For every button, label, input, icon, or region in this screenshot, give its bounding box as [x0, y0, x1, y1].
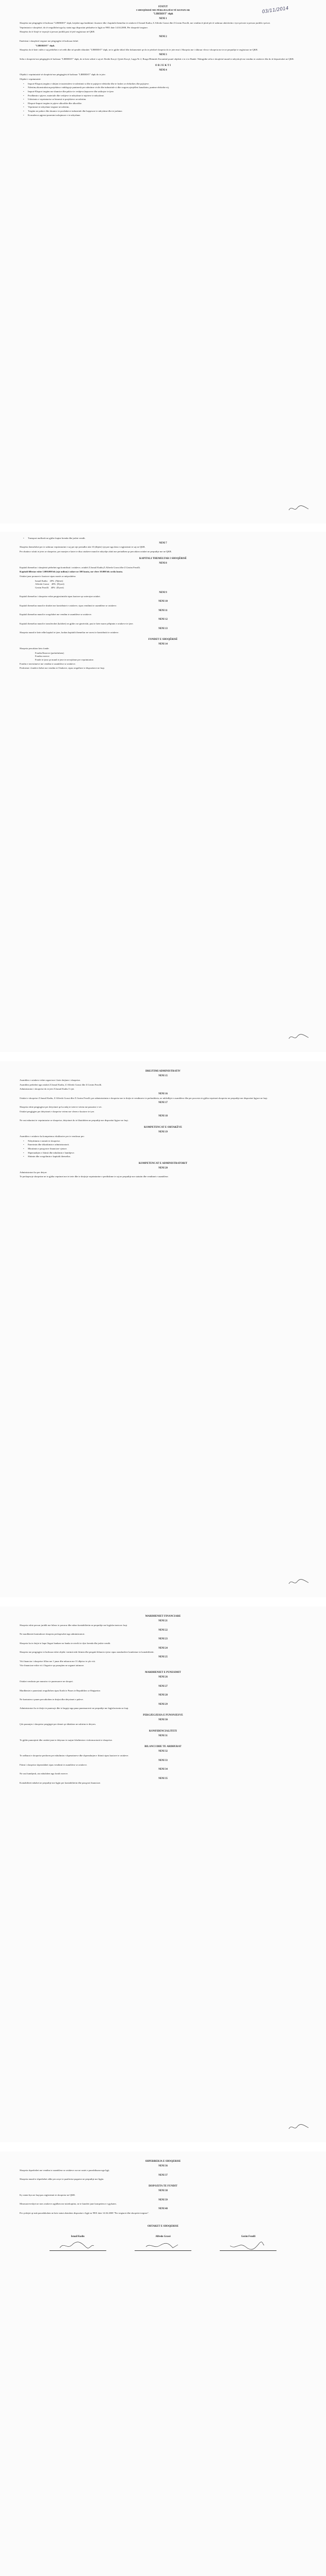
article-text: Per çeshtjet qe nuk parashikohen ne kete statut zbatohen dispozitat e ligjit nr 9901 date 14.04.2008 "Per tregtaret dhe shoqerite tregtare".: [20, 2211, 150, 2214]
statute-page-3: [0, 1061, 326, 1597]
article-text: Administratori ka te drejte te punesoje dhe te largoje nga puna punemarresit ne perputhje me legjislacionin ne fuqi.: [20, 1707, 129, 1710]
list-item: • Import-Eksport tregtim me shumice dhe pakice te veshjeve,kepuceve dhe artikujve te tjere.: [20, 90, 306, 94]
share-row: [35, 586, 306, 590]
article-text: Kapitali themeltar mund te shtohet me kontributet e ortakeve, sipas vendimit te asamblese se ortakeve.: [20, 604, 117, 607]
article-title: NENI 19: [158, 1131, 168, 1134]
article-text: Shoqeria ka te drejte te hape llogari bankare ne banka te nivelit te dyte brenda dhe jashte vendit.: [20, 1641, 111, 1645]
article-title: NENI 4: [159, 69, 167, 72]
list-item: • Miratimin e pasqyrave financiare vjetore.: [20, 1147, 306, 1151]
article-text: Shoqeria mund te shperbehet edhe per arsye te paaftesise paguese ne perputhje me ligjin.: [20, 2178, 104, 2181]
chapter-title: MARDHENIET E PUNESIMIT: [145, 1671, 181, 1674]
article-text: Objekti i veprimtarisë së shoqërisë me përgjegjësi të kufizuar "LIBERIST" shpk do te jete:: [20, 73, 106, 76]
article-title: NENI 17: [158, 1101, 168, 1105]
signature-block: [20, 2235, 306, 2251]
article-title: NENI 23: [158, 1638, 168, 1641]
article-text: Asamblea e ortakeve ka kompetenca ekskluzive per te vendosur per:: [20, 1134, 85, 1138]
list-item: • Ndryshimin e statutit te shoqerise.: [20, 1140, 306, 1143]
article-title: NENI 13: [158, 627, 168, 630]
article-text: Ortaket pergjigjen per detyrimet e shoqerise vetem me vleren e kuotave te tyre.: [20, 1110, 95, 1113]
share-words: (Dyzet): [56, 586, 64, 589]
article-text: Mosmarreveshjet ne mes ortakeve zgjidhen me mirekuptim, ne te kundert jane kompetence e gjykates.: [20, 2202, 117, 2206]
list-item: • Konsulence,agjensi punesimi ushqimore e te ndryshme.: [20, 114, 306, 117]
article-text: Asamblea e ortakeve eshte organi me i larte drejtues i shoqerise.: [20, 1078, 81, 1081]
article-text: Ne mardheniet kontraktore shoqeria perfaqesohet nga administratori.: [20, 1633, 85, 1636]
article-text: Ortaket jane pronaret e kuotave sipas masës se mëposhtëm:: [20, 575, 76, 578]
article-text: Te gjithe punonjesit dhe ortaket jane te detyruar te ruajne fshehtesine e informacionit te shoqerise.: [20, 1738, 113, 1741]
article-text: Ortaket e shoqerise Z.Ismail Kadiu, Z.Alfredo Grassi dhe Z.Gezim Fezolli, per administrimin e shoqerise me te drejta te vendimeve te perbashketa, ne mbledhjet e asamblese dhe per procesin te gjitha veprimet shoqerise ne perputhje me dispozitat ligjore ne fuqi.: [20, 1096, 268, 1099]
list-item: • Tregtim ne pakice dhe shumice te produkteve industriale dhe bujqesore te ndryshme dhe te jashtme.: [20, 110, 306, 113]
page-gap: [0, 1052, 326, 1061]
signature-slot: [220, 2235, 276, 2251]
funds-list: [20, 652, 306, 662]
page-gap: [0, 1597, 326, 1606]
article-text: Ky statut hyn ne fuqi pas regjistrimit te shoqerise ne QKR.: [20, 2193, 76, 2196]
article-text: Selia e shoqerisë me përgjegjësi të kufizuar "LIBERIST" shpk, do te kete selinë e saj në: Rrethi Korçë, Qyteti Korçë, Lagja Nr 2, Rruga Dhimitër Korantinë pranë objektit e te ri te Bankë. Ndergjithe selia e shoqërisë mund te ndryshojë me vendim te ortakeve dhe do të depozitohet ne QKR.: [20, 57, 295, 60]
statute-page-5: [0, 2151, 326, 2576]
fund-item: Fondin Rezerve (perkohshem): [35, 651, 64, 654]
list-item: • Ushtrimin e veprimtarise se biznesit te projekteve ne ndertim.: [20, 98, 306, 101]
article-text: Kapitali themeltar mund te zvogelohet me vendim te asamblese se ortakeve.: [20, 613, 92, 616]
article-title: NENI 22: [158, 1629, 168, 1632]
article-title: NENI 34: [158, 1768, 168, 1771]
article-text: Shoqeria eshte person juridik me bilanc te pavarur dhe mban kontabilitetin ne perputhje me legjislacionin ne fuqi.: [20, 1623, 128, 1626]
header-statut: STATUT: [158, 6, 168, 8]
initials-signature: [288, 1032, 311, 1042]
article-text: Shoqeria mund te kete edhe kapital te tjere, krahas kapitalit themeltar ne varesi te kontributit te ortakeve.: [20, 631, 119, 634]
signer-name: Ismail Kadiu: [71, 2235, 85, 2238]
article-text: Ne rast mbarimi te veprimtarise se shoqerise, detyrimet do te likuidohen ne perputhje me dispozitat ligjore ne fuqi.: [20, 1119, 128, 1122]
signature-line: [50, 2241, 106, 2251]
initials-signature: [288, 1578, 311, 1587]
page-gap: [0, 2142, 326, 2151]
article-text: Te ardhurat e shoqerise perdoren per mbulimin e shpenzimeve dhe shperndarjen e fitimit sipas kuotave te ortakeve.: [20, 1754, 129, 1757]
chapter-title: KONFIDENCIALITETI: [149, 1730, 177, 1733]
article-text: Objekti i veprimtarisë:: [20, 77, 41, 80]
article-text: Fitimi i shoqerise shperndahet sipas vendimit te asamblese se ortakeve.: [20, 1763, 87, 1766]
article-title: NENI 7: [159, 541, 167, 545]
article-text: Ne kontraten e punes percaktohen te drejtat dhe detyrimet e paleve.: [20, 1698, 84, 1701]
article-title: NENI 11: [158, 609, 168, 612]
article-text: Shoqëria themelohet per te ushtruar veprimtarine e saj per nje periudhe afat 10 (dhjete) vjeçare nga data e regjistrimit te saj ne QKR.: [20, 546, 145, 549]
article-title: NENI 28: [158, 1694, 168, 1697]
list-item: • Import-Eksport,tregtim e shitjen te materialeve te ndertimit si dhe te pajisjeve elektrike dhe te fushes se elektrikes dhe pajisjeve.: [20, 82, 306, 86]
list-item: • Eksport-Import tregtim te pijeve alkoolike dhe alkoolike.: [20, 102, 306, 106]
article-title: NENI 24: [158, 1647, 168, 1650]
share-percent: 40%: [51, 583, 56, 586]
chapter-title: SHPERBERJA E SHOQERISE: [145, 2160, 181, 2163]
article-title: NENI 1: [159, 18, 167, 21]
article-title: NENI 15: [158, 1075, 168, 1078]
article-text: Per zbatim e afatit te jetes se shoqerise, per marrjen e kater te disa ortakeve mund te ndryshje afatit me periudhen qe percakton ortaket ne perputhje me ne QKR.: [20, 550, 172, 553]
chapter-title: ORTAKET E SHOQERISE: [147, 2225, 179, 2228]
fund-item: Fondin rezerve: [35, 655, 50, 658]
share-percent: 20%: [50, 579, 54, 582]
article-text: Shoqëria do të kete vulën e saj përbëhet e në rrëth dhe në qendër shkruhet "LIBERIST" shpk, ne te gjithe shkrif dhe dokumentet qe do te përdorë shoqeria do te jete emri i Shoqeria me i shkruar vlera e shoqeria me te ne perputhje te regjistruar ne QKR.: [20, 48, 258, 52]
article-title: NENI 12: [158, 618, 168, 621]
article-text: Shoqeria percakton keto fonde:: [20, 647, 50, 650]
article-text: Shoqëria me përgjegjësi të kufizuar "LIBERIST" shpk, krijohet nga bashkimi i kuotave dhe i kapitalit themeltar te ortakeve Z.Ismail Kadiu, Z.Alfredo Grassi dhe Z.Gezim Fezolli, me vendim të plotë për të ushtruar aktivitetin e tyre private si person juridik e privat.: [20, 22, 271, 25]
shareholder-name: Ismail Kadiu: [35, 579, 47, 582]
signature-scribble: [59, 2242, 95, 2250]
article-title: NENI 37: [158, 2174, 168, 2177]
shareholder-name: Alfredo Grassi: [35, 583, 50, 586]
article-text: Administrator i shoqerise do te jete Z.Ismail Kadiu 5 vjet.: [20, 1088, 75, 1091]
article-text: Kapitali themeltar i shoqerise eshte perpjestimisht sipas kuotave qe zoterojne ortaket.: [20, 595, 101, 598]
share-words: (Njëzet): [55, 579, 63, 582]
article-text: Vite financiare eshte vit i llogarive qe paraqiten ne organet tatimore.: [20, 1664, 85, 1667]
article-text: Kapitali themeltar mund te transferohet (kalohet) ne gjithe ose pjesërisht, pasi te kete marre pëlqimin e ortakeve te tjere.: [20, 622, 134, 625]
article-title: NENI 2: [159, 36, 167, 39]
article-title: NENI 16: [158, 1092, 168, 1095]
statute-page-2: [0, 532, 326, 1052]
statute-page-4: [0, 1606, 326, 2142]
article-title: NENI 32: [158, 1750, 168, 1753]
list-item: • Emerimin dhe shkarkimin e administratorit.: [20, 1143, 306, 1147]
article-text: Çdo punonjes i shoqerise pergjigjet per demet qe shkakton ne ushtrim te detyres.: [20, 1723, 96, 1726]
article-text: Mardheniet e punesimit rregullohen sipas Kodit te Punes te Republikes se Shqiperise.: [20, 1689, 101, 1692]
article-title: NENI 40: [158, 2208, 168, 2211]
article-text: Te perfaqesoje shoqerine ne te gjitha veprimet me te trete dhe te drejtoje veprimtarine e perditshme te saj ne perputhje me statutin dhe vendimet e asamblese.: [20, 1175, 169, 1178]
statute-page-1: [0, 0, 326, 523]
share-row: [35, 583, 306, 586]
share-table: [20, 580, 306, 590]
article-text: Shoqeria eshte pergjegjese per detyrimet qe ka ndaj te treteve vetem me pasurine e vet.: [20, 1106, 102, 1109]
article-text: Veprimtaria e shoqërisë, do të rregullohet nga ky statut nga dispozitat përkatëse te ligjit nr 9901 date 14.04.2008, Për shoqeritë tregtare.: [20, 26, 148, 29]
article-title: NENI 8: [159, 562, 167, 565]
initials-signature: [288, 504, 311, 513]
chapter-title: PERGJEGJESIA E PUNONJESVE: [143, 1714, 183, 1717]
signature-scribble: [144, 2242, 180, 2250]
article-title: NENI 26: [158, 1676, 168, 1679]
article-title: NENI 27: [158, 1685, 168, 1688]
article-text: Perdorimi i fondeve behet me vendim te Ortakeve, sipas rregullave te dispozitave ne fuqi.: [20, 667, 105, 670]
fund-item: Fonde te tjera qe mund te jene te nevojshme per veprimtarine.: [35, 658, 94, 661]
company-name: "LIBERIST" shpk.: [35, 44, 55, 47]
list-item: • Shpernadrjen e fitimit dhe mbulimin e humbjeve.: [20, 1151, 306, 1155]
list-item: • Veprimtari te ndryshme tregtare ne ndertim.: [20, 106, 306, 109]
header-company-type: I SHOQËRISË ME PËRGJEGJËSI TË KUFIZUAR: [136, 9, 190, 12]
article-title: NENI 39: [158, 2198, 168, 2201]
article-title: NENI 20: [158, 1166, 168, 1170]
article-title: NENI 3: [159, 53, 167, 56]
signature-line: [220, 2241, 276, 2251]
article-title: NENI 33: [158, 1759, 168, 1762]
article-text: Shoqeria shperbehet me vendim te asamblese se ortakeve ose ne rastet e parashikuara nga ligji.: [20, 2168, 110, 2172]
list-item: • Transport mallrash ne gjithe fuqine brenda dhe jashte vendit.: [20, 537, 306, 540]
article-title: NENI 18: [158, 1115, 168, 1118]
article-title: NENI 31: [158, 1734, 168, 1737]
chapter-title: MARDHENIET FINANCIARE: [145, 1615, 181, 1618]
chapter-title: BILANCI DHE TE ARDHURAT: [144, 1745, 182, 1749]
article-text: Kontabiliteti mbahet ne perputhje me ligjin per kontabilitetin dhe pasqyrat financiare.: [20, 1781, 101, 1784]
signature-slot: [135, 2235, 191, 2251]
article-text: Emërtimi i shoqërisë tregtare me përgjegjësi të kufizuar është:: [20, 39, 79, 42]
article-title: NENI 25: [158, 1655, 168, 1658]
list-item: • Prodhimin e pijeve, materiale dhe veshjeve te ndryshme te mjeteve te ndryshme.: [20, 94, 306, 98]
article-text: Shoqëria do të fitojë te veprojë si person juridik pasi të jetë regjistruar në QKR.: [20, 30, 95, 33]
article-title: NENI 14: [158, 643, 168, 646]
chapter-title: KOMPETENCAT E ADMINISTRATORIT: [138, 1162, 188, 1165]
article-title: NENI 9: [159, 591, 167, 594]
signature-scribble: [229, 2242, 265, 2250]
article-text: Ortaket vendosin per numrin e te punesuarve ne shoqeri.: [20, 1680, 73, 1683]
article-text: Administratori ka per detyre:: [20, 1171, 47, 1174]
chapter-title: DREJTIMI ADMINISTRATIV: [145, 1070, 181, 1073]
signer-name: Alfredo Grassi: [155, 2235, 171, 2238]
handwritten-date: 03/11/2014: [262, 6, 289, 15]
article-title: NENI 30: [158, 1719, 168, 1722]
signer-name: Gezim Fezolli: [241, 2235, 256, 2238]
article-title: NENI 36: [158, 2165, 168, 2168]
article-text: Kapitali themeltar i shoqërisë përbehet nga kontributi i ortakeve, ortakët Z.Ismail Kadiu,Z.Alfredo Grassi dhe Z.Gezim Fezolli.: [20, 566, 141, 569]
signature-line: [135, 2241, 191, 2251]
article-title: NENI 21: [158, 1620, 168, 1623]
share-words: (Dyzet): [57, 583, 64, 586]
article-text: Viti financiar i shoqerise fillon me 1 janar dhe mbaron me 31 dhjetor te çdo viti.: [20, 1659, 96, 1663]
initials-signature: [288, 2123, 311, 2132]
article-text: Kapitali fillestar eshte 1.000.000 lek (nje milion) i ndare ne 100 kuota, me vlere 10.000 lek secila kuota.: [20, 570, 123, 573]
article-title: NENI 29: [158, 1703, 168, 1706]
share-percent: 40%: [51, 586, 56, 589]
article-text: Asamblea perbehet nga ortaket Z.Ismail Kadiu, Z.Alfredo Grassi dhe Z.Gezim Fezolli.: [20, 1083, 102, 1086]
chapter-title: O B J E K T I: [155, 64, 171, 67]
list-item: • Shtimin dhe zvogelimin e kapitalit themeltar.: [20, 1155, 306, 1159]
article-title: NENI 38: [158, 2190, 168, 2193]
article-text: Fondin e investimeve me vendim te asamblese se ortakeve.: [20, 662, 76, 665]
article-text: Shoqeria me pergjegjesi te kufizuar eshte objekt i tatimit mbi fitimin dhe pergatit bilancin vjetor sipas standardeve kombetare te kontabilitetit.: [20, 1651, 154, 1654]
shareholder-name: Gezim Fezolli: [35, 586, 49, 589]
article-title: NENI 10: [158, 600, 168, 603]
chapter-title: KAPITALI THEMELTAR I SHOQËRISË: [139, 557, 187, 560]
chapter-title: DISPOZITA TE FUNDIT: [149, 2185, 177, 2188]
header-company-name: "LIBERIST" shpk: [153, 13, 173, 16]
list-item: • Ndertim,rikonstruksion,projektim e mbikqyrje punimesh per ndertime civile dhe industriale si dhe rrugore,ujesjellesi kanalizim, punime elektrike etj.: [20, 86, 306, 90]
article-title: NENI 35: [158, 1777, 168, 1780]
chapter-title: FONDET E SHOQËRISË: [148, 638, 178, 641]
article-text: Ne rast humbjesh, ato mbulohen nga fondi rezerve.: [20, 1772, 69, 1775]
signature-slot: [50, 2235, 106, 2251]
chapter-title: KOMPETENCAT E ORTAKËVE: [144, 1126, 182, 1129]
